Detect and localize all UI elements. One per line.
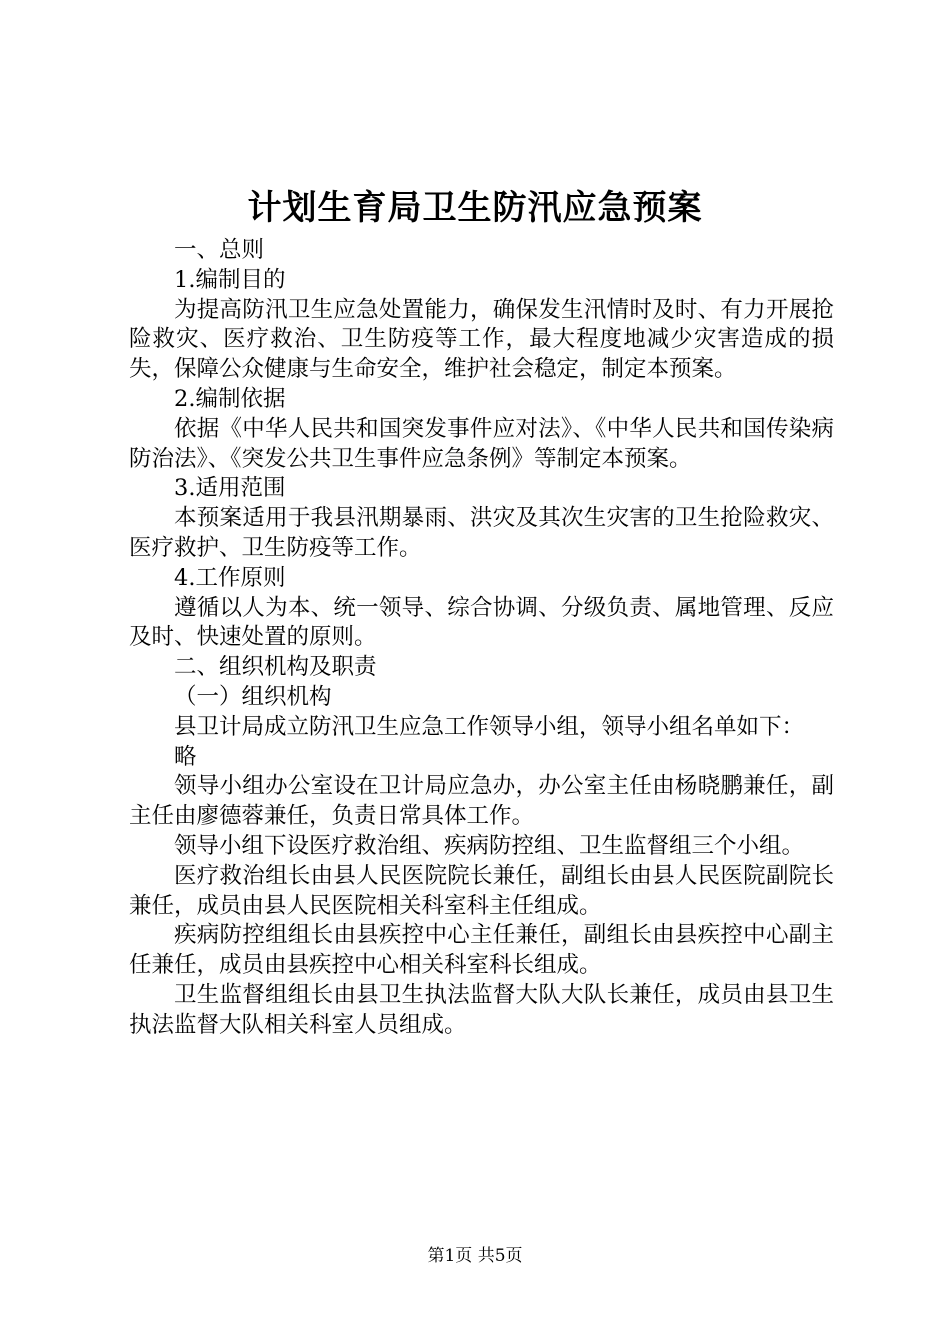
body-paragraph: 领导小组办公室设在卫计局应急办，办公室主任由杨晓鹏兼任，副主任由廖德蓉兼任，负责日常具体工作。 [129, 773, 834, 830]
subsection-heading: 3.适用范围 [174, 475, 286, 502]
document-title: 计划生育局卫生防汛应急预案 [247, 188, 703, 228]
subsection-heading: 1.编制目的 [174, 266, 286, 293]
subsection-heading: 2.编制依据 [174, 385, 286, 412]
document-body [129, 236, 834, 1041]
body-paragraph: 本预案适用于我县汛期暴雨、洪灾及其次生灾害的卫生抢险救灾、医疗救护、卫生防疫等工作。 [129, 505, 834, 561]
body-paragraph: 遵循以人为本、统一领导、综合协调、分级负责、属地管理、反应及时、快速处置的原则。 [129, 594, 834, 651]
page-number-footer: 第1页 共5页 [427, 1246, 523, 1266]
subsection-heading: （一）组织机构 [174, 683, 332, 710]
body-paragraph: 领导小组下设医疗救治组、疾病防控组、卫生监督组三个小组。 [174, 832, 805, 859]
body-paragraph: 为提高防汛卫生应急处置能力，确保发生汛情时及时、有力开展抢险救灾、医疗救治、卫生防疫等工作，最大程度地减少灾害造成的损失，保障公众健康与生命安全，维护社会稳定，制定本预案。 [129, 296, 834, 383]
body-paragraph: 医疗救治组长由县人民医院院长兼任，副组长由县人民医院副院长兼任，成员由县人民医院相关科室科主任组成。 [129, 862, 834, 919]
body-paragraph: 卫生监督组组长由县卫生执法监督大队大队长兼任，成员由县卫生执法监督大队相关科室人员组成。 [129, 981, 834, 1038]
body-paragraph: 略 [174, 743, 197, 770]
subsection-heading: 4.工作原则 [174, 564, 286, 591]
body-paragraph: 疾病防控组组长由县疾控中心主任兼任，副组长由县疾控中心副主任兼任，成员由县疾控中心相关科室科长组成。 [129, 922, 834, 979]
body-paragraph: 县卫计局成立防汛卫生应急工作领导小组，领导小组名单如下： [174, 713, 805, 740]
body-paragraph: 依据《中华人民共和国突发事件应对法》、《中华人民共和国传染病防治法》、《突发公共卫生事件应急条例》等制定本预案。 [129, 415, 834, 472]
section-heading: 一、总则 [174, 237, 265, 263]
section-heading: 二、组织机构及职责 [174, 654, 377, 681]
